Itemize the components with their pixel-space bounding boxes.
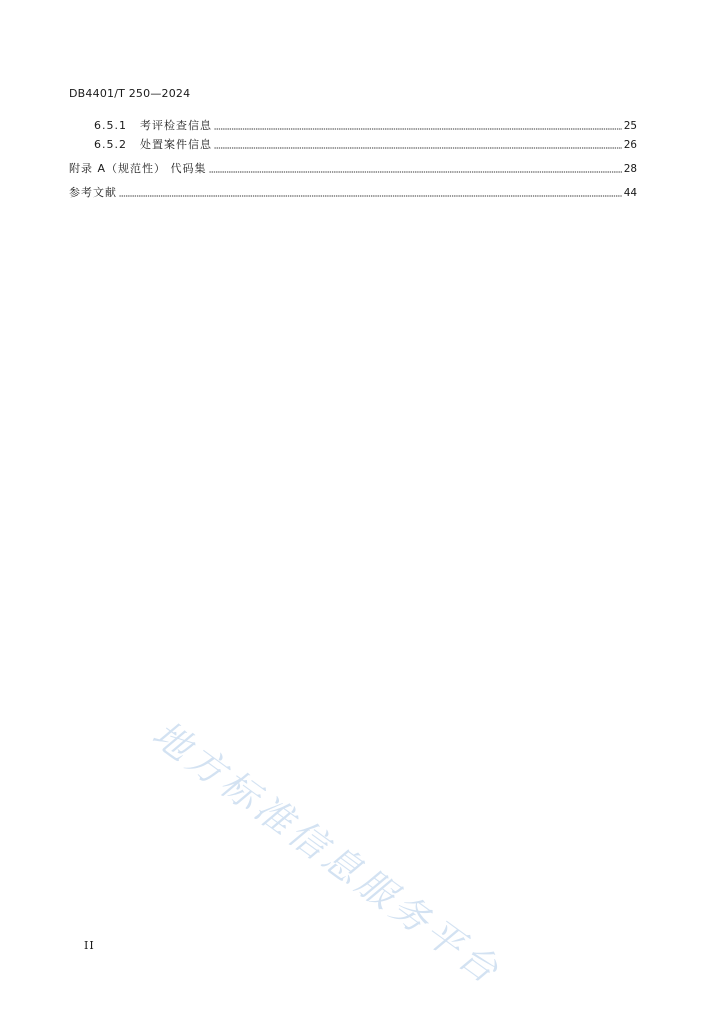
toc-entry-number: 6.5.1 (94, 119, 127, 132)
toc-entry-appendix-a[interactable] (69, 162, 637, 176)
toc-entry-title: 考评检查信息 (140, 119, 212, 132)
toc-leader-dots (209, 164, 622, 173)
toc-entry-number: 6.5.2 (94, 138, 127, 151)
toc-entry-title: 附录 A（规范性） 代码集 (69, 162, 207, 175)
toc-entry-references[interactable] (69, 186, 637, 200)
toc-leader-dots (214, 121, 622, 130)
toc-entry-page: 28 (623, 162, 637, 175)
toc-entry-page: 26 (623, 138, 637, 151)
toc-entry-title: 参考文献 (69, 186, 117, 199)
toc-entry-6-5-1[interactable] (94, 119, 637, 133)
document-code: DB4401/T 250—2024 (69, 87, 191, 100)
toc-entry-6-5-2[interactable] (94, 138, 637, 152)
watermark: 地方标准信息服务平台 (144, 712, 510, 994)
toc-entry-title: 处置案件信息 (140, 138, 212, 151)
toc-entry-page: 25 (623, 119, 637, 132)
toc-leader-dots (119, 188, 622, 197)
toc-entry-page: 44 (623, 186, 637, 199)
toc-leader-dots (214, 140, 622, 149)
page-number: II (84, 939, 95, 952)
